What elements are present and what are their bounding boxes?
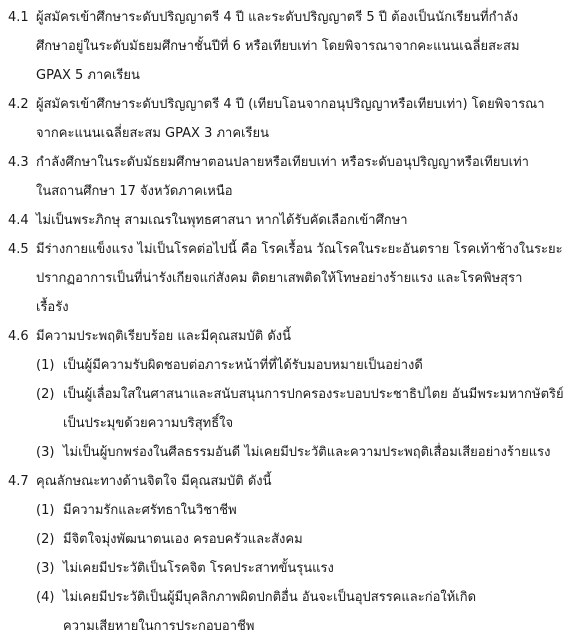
sub-item-text-line: เป็นผู้มีความรับผิดชอบต่อภาระหน้าที่ที่ได้รับมอบหมายเป็นอย่างดี [63,358,423,373]
item-text-line: ผู้สมัครเข้าศึกษาระดับปริญญาตรี 4 ปี และระดับปริญญาตรี 5 ปี ต้องเป็นนักเรียนที่กำลัง [36,10,519,25]
item-text-line: ศึกษาอยู่ในระดับมัธยมศึกษาชั้นปีที่ 6 หรือเทียบเท่า โดยพิจารณาจากคะแนนเฉลี่ยสะสม [36,39,520,54]
sub-item-number: (3) [36,561,55,576]
list-item-4-7 [0,467,573,496]
sub-item-text-line: ไม่เป็นผู้บกพร่องในศีลธรรมอันดี ไม่เคยมีประวัติและความประพฤติเสื่อมเสียอย่างร้ายแรง [63,445,551,460]
list-item-4-6 [0,322,573,351]
sub-item-number: (1) [36,503,55,518]
sub-item-4-6-2 [0,380,573,438]
item-text-line: ไม่เป็นพระภิกษุ สามเณรในพุทธศาสนา หากได้รับคัดเลือกเข้าศึกษา [36,213,408,228]
item-number: 4.1 [8,10,29,25]
sub-item-text-line: ไม่เคยมีประวัติเป็นผู้มีบุคลิกภาพผิดปกติอื่น อันจะเป็นอุปสรรคและก่อให้เกิด [63,590,477,605]
list-item-4-5 [0,235,573,322]
sub-item-number: (2) [36,532,55,547]
sub-item-4-6-3 [0,438,573,467]
item-text-line: ปรากฏอาการเป็นที่น่ารังเกียจแก่สังคม ติดยาเสพติดให้โทษอย่างร้ายแรง และโรคพิษสุรา [36,271,523,286]
sub-item-text-line: ความเสียหายในการประกอบอาชีพ [63,619,255,634]
item-number: 4.4 [8,213,29,228]
sub-item-text-line: มีความรักและศรัทธาในวิชาชีพ [63,503,237,518]
item-text-line: มีความประพฤติเรียบร้อย และมีคุณสมบัติ ดังนี้ [36,329,292,344]
sub-item-4-7-4 [0,583,573,641]
list-item-4-4 [0,206,573,235]
item-number: 4.5 [8,242,29,257]
item-text-line: มีร่างกายแข็งแรง ไม่เป็นโรคต่อไปนี้ คือ โรคเรื้อน วัณโรคในระยะอันตราย โรคเท้าช้างในระยะ [36,242,563,257]
sub-item-number: (1) [36,358,55,373]
sub-item-text-line: มีจิตใจมุ่งพัฒนาตนเอง ครอบครัวและสังคม [63,532,303,547]
item-number: 4.7 [8,474,29,489]
list-item-4-1 [0,3,573,90]
item-number: 4.6 [8,329,29,344]
sub-item-text-line: เป็นประมุขด้วยความบริสุทธิ์ใจ [63,416,234,431]
sub-item-4-6-1 [0,351,573,380]
item-text-line: เรื้อรัง [36,300,69,315]
item-text-line: คุณลักษณะทางด้านจิตใจ มีคุณสมบัติ ดังนี้ [36,474,272,489]
item-number: 4.3 [8,155,29,170]
sub-item-text-line: ไม่เคยมีประวัติเป็นโรคจิต โรคประสาทขั้นรุนแรง [63,561,334,576]
list-item-4-3 [0,148,573,206]
item-text-line: ผู้สมัครเข้าศึกษาระดับปริญญาตรี 4 ปี (เทียบโอนจากอนุปริญญาหรือเทียบเท่า) โดยพิจารณา [36,97,545,112]
item-text-line: ในสถานศึกษา 17 จังหวัดภาคเหนือ [36,184,233,199]
sub-item-4-7-1 [0,496,573,525]
item-text-line: กำลังศึกษาในระดับมัธยมศึกษาตอนปลายหรือเทียบเท่า หรือระดับอนุปริญญาหรือเทียบเท่า [36,155,529,170]
sub-item-4-7-3 [0,554,573,583]
list-item-4-2 [0,90,573,148]
sub-item-number: (3) [36,445,55,460]
sub-item-number: (2) [36,387,55,402]
sub-item-4-7-2 [0,525,573,554]
item-text-line: จากคะแนนเฉลี่ยสะสม GPAX 3 ภาคเรียน [36,126,269,141]
item-text-line: GPAX 5 ภาคเรียน [36,68,140,83]
sub-item-text-line: เป็นผู้เลื่อมใสในศาสนาและสนับสนุนการปกครองระบอบประชาธิปไตย อันมีพระมหากษัตริย์ [63,387,564,402]
item-number: 4.2 [8,97,29,112]
sub-item-number: (4) [36,590,55,605]
